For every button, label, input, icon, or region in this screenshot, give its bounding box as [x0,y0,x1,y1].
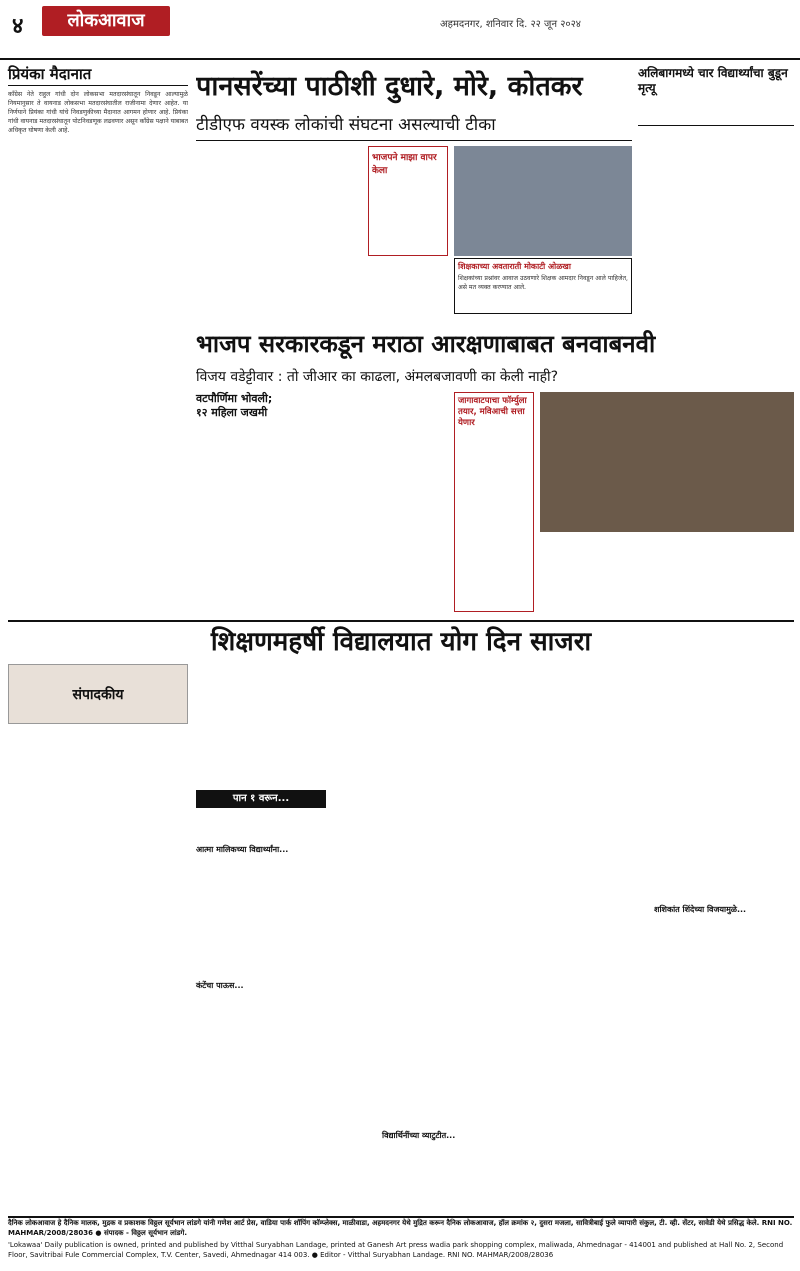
second-story-col-3 [540,536,794,612]
top-story-photo [454,146,632,256]
page-number: ४ [12,14,24,39]
right-story-header [638,66,794,126]
lower-head-b: कंटेंचा पाऊस... [196,981,244,990]
masthead-logo: लोकआवाज [42,6,170,36]
right-story-body [638,130,794,314]
lower-col-2 [382,812,512,1212]
lower-head-a: आत्मा मालिकच्या विद्यार्थ्यांना... [196,845,289,854]
left-mid-headline: वटपौर्णिमा भोवली; १२ महिला जखमी [196,392,273,419]
lower-col-4 [654,812,794,1212]
date-line: अहमदनगर, शनिवार दि. २२ जून २०२४ [440,19,582,30]
top-story-rule [196,140,632,141]
top-story-col-2 [282,146,362,312]
page1-cont-bar [196,790,326,808]
second-story-col-1 [282,392,362,612]
yoga-story-headline: शिक्षणमहर्षी विद्यालयात योग दिन साजरा [8,620,794,660]
editorial-body [8,728,188,1212]
sidebar-box [454,392,534,612]
page-header [0,0,800,60]
footer [8,1216,794,1268]
quote-box [368,146,448,256]
second-story-headline: भाजप सरकारकडून मराठा आरक्षणाबाबत बनवाबनवी [196,330,656,358]
right-story-headline: अलिबागमध्ये चार विद्यार्थ्यांचा बुडून मृत्यू [638,66,788,95]
left-mid-box [196,392,276,452]
left-column-title: प्रियंका मैदानात [8,65,92,83]
editorial-badge [8,664,188,724]
footer-line-1: दैनिक लोकआवाज हे दैनिक मालक, मुद्रक व प्रकाशक विठ्ठल सूर्यभान लांडगे यांनी गणेश आर्ट प्रेस, वाडिया पार्क शॉपिंग कॉम्प्लेक्स, माळीवाडा, अहमदनगर येथे मुद्रित करून दैनिक लोकआवाज, हॉल क्रमांक २, दुसरा मजला, सावित्रीबाई फुले व्यापारी संकुल, टी. व्ही. सेंटर, सावेडी येथे प्रसिद्ध केले. RNI NO. MAHMAR/2008/28036 ● संपादक - विठ्ठल सूर्यभान लांडगे. [8,1219,793,1237]
left-mid-body [196,454,276,612]
top-story-col-1 [196,146,276,312]
yoga-story-body [196,664,794,784]
lower-col-3 [518,812,648,1212]
top-story-subheadline: टीडीएफ वयस्क लोकांची संघटना असल्याची टीका [196,115,496,135]
second-story-subheadline: विजय वडेट्टीवार : तो जीआर का काढला, अंमलबजावणी का केली नाही? [196,369,559,385]
footer-line-2: 'Lokawaa' Daily publication is owned, printed and published by Vitthal Suryabhan Landage, printed at Ganesh Art press wadia park shopping complex, maliwada, Ahmednagar - 414001 and published at Hall No. 2, Second Floor, Savitribai Fule Commercial Complex, T.V. Center, Savedi, Ahmednagar 414 003. ● Editor - Vitthal Suryabhan Landage. RNI NO. MAHMAR/2008/28036 [8,1241,784,1259]
photo-caption-box [454,258,632,314]
left-column-body: काँग्रेस नेते राहुल गांधी दोन लोकसभा मतदारसंघातून निवडून आल्यामुळे नियमानुसार ते वायनाड लोकसभा मतदारसंघातील राजीनामा देणार आहेत. या निर्णयाने प्रियंका गांधी यांचे निवडणुकीच्या मैदानात आगमन होणार आहे. प्रियंका गांधी वायनाड मतदारसंघातून पोटनिवडणूक लढवणार असून काँग्रेस पक्षाने याबाबत अधिकृत घोषणा केली आहे. [8,91,188,134]
editorial-label: संपादकीय [72,687,124,703]
second-story-photo [540,392,794,532]
left-column-header [8,64,188,86]
quote-box-title: भाजपने माझा वापर केला [372,153,437,176]
lower-col-1 [196,812,376,1212]
photo-caption: शिक्षकाच्या अवताराती मोकाटी ओळखा [458,262,571,271]
photo-caption-body: शिक्षकांच्या प्रश्नांवर आवाज उठवणारे शिक्षक आमदार निवडून आले पाहिजेत, असे मत व्यक्त करण्यात आले. [458,275,628,291]
lower-head-c: शशिकांत शिंदेच्या विजयामुळे... [654,905,747,914]
top-story-headline: पानसरेंच्या पाठीशी दुधारे, मोरे, कोतकर [196,71,583,102]
page1-cont-label: पान १ वरून... [232,793,290,804]
lower-head-d: विद्यार्थिनींच्या व्याटुटीत... [382,1131,456,1140]
second-story-col-2 [368,392,448,612]
sidebar-box-title: जागावाटपाचा फॉर्म्युला तयार, मविआची सत्ता येणार [458,396,527,428]
